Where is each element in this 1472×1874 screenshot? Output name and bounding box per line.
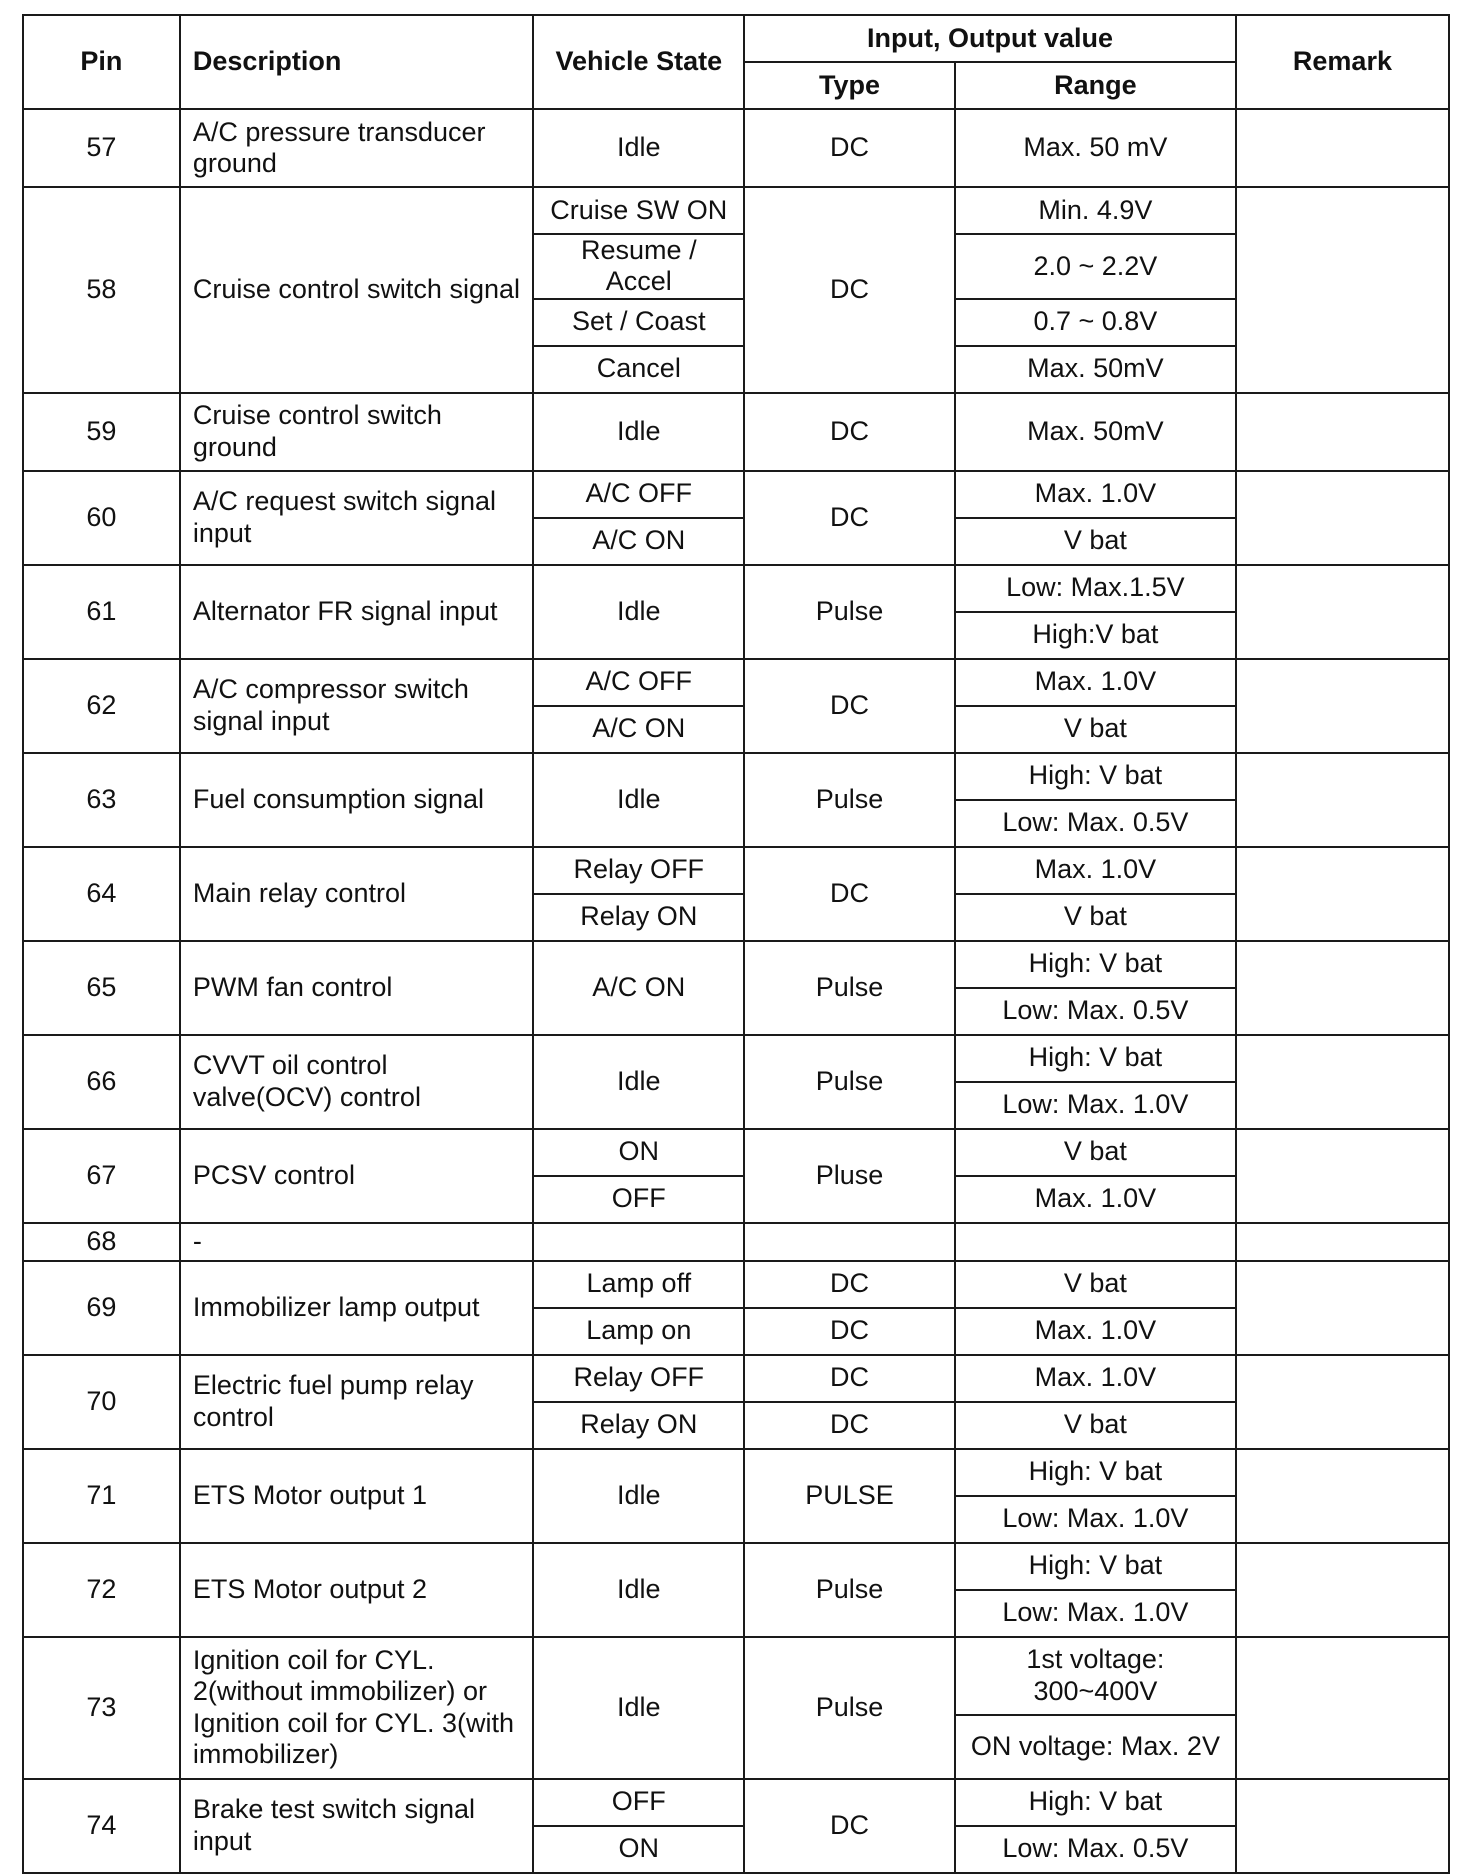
range-cell: Low: Max. 1.0V — [955, 1082, 1236, 1129]
description-cell: CVVT oil control valve(OCV) control — [180, 1035, 534, 1129]
remark-cell — [1236, 565, 1449, 659]
header-vehicle-state: Vehicle State — [533, 15, 744, 109]
pin-cell: 63 — [23, 753, 180, 847]
header-io-value: Input, Output value — [744, 15, 1236, 62]
vehicle-state-cell: A/C OFF — [533, 659, 744, 706]
range-cell: Max. 50 mV — [955, 109, 1236, 187]
remark-cell — [1236, 1449, 1449, 1543]
remark-cell — [1236, 1355, 1449, 1449]
vehicle-state-cell: Lamp off — [533, 1261, 744, 1308]
range-cell: 0.7 ~ 0.8V — [955, 299, 1236, 346]
table-row — [23, 847, 1449, 894]
pin-cell: 69 — [23, 1261, 180, 1355]
type-cell: Pulse — [744, 753, 955, 847]
description-cell: - — [180, 1223, 534, 1261]
vehicle-state-cell: Idle — [533, 393, 744, 471]
range-cell: Max. 1.0V — [955, 659, 1236, 706]
header-description: Description — [180, 15, 534, 109]
pin-cell: 62 — [23, 659, 180, 753]
pin-cell: 59 — [23, 393, 180, 471]
pin-table — [22, 14, 1450, 1874]
vehicle-state-cell: Resume / Accel — [533, 234, 744, 299]
header-type: Type — [744, 62, 955, 109]
table-row — [23, 1035, 1449, 1082]
range-cell: Low: Max.1.5V — [955, 565, 1236, 612]
vehicle-state-cell: ON — [533, 1129, 744, 1176]
header-pin: Pin — [23, 15, 180, 109]
range-cell: High: V bat — [955, 753, 1236, 800]
range-cell: Max. 1.0V — [955, 847, 1236, 894]
range-cell: High: V bat — [955, 1035, 1236, 1082]
pin-cell: 74 — [23, 1779, 180, 1873]
pin-cell: 73 — [23, 1637, 180, 1779]
remark-cell — [1236, 1261, 1449, 1355]
pin-cell: 65 — [23, 941, 180, 1035]
type-cell: DC — [744, 1355, 955, 1402]
vehicle-state-cell: Idle — [533, 109, 744, 187]
type-cell: DC — [744, 1261, 955, 1308]
remark-cell — [1236, 1779, 1449, 1873]
description-cell: PCSV control — [180, 1129, 534, 1223]
vehicle-state-cell: Cruise SW ON — [533, 187, 744, 234]
table-row — [23, 1261, 1449, 1308]
description-cell: Brake test switch signal input — [180, 1779, 534, 1873]
vehicle-state-cell — [533, 1223, 744, 1261]
vehicle-state-cell: Relay ON — [533, 894, 744, 941]
vehicle-state-cell: A/C ON — [533, 941, 744, 1035]
description-cell: Fuel consumption signal — [180, 753, 534, 847]
range-cell: Max. 1.0V — [955, 1308, 1236, 1355]
range-cell: V bat — [955, 1129, 1236, 1176]
remark-cell — [1236, 1543, 1449, 1637]
vehicle-state-cell: Idle — [533, 1449, 744, 1543]
range-cell: ON voltage: Max. 2V — [955, 1715, 1236, 1779]
range-cell: Min. 4.9V — [955, 187, 1236, 234]
table-row — [23, 753, 1449, 800]
description-cell: Cruise control switch signal — [180, 187, 534, 393]
table-row — [23, 187, 1449, 234]
remark-cell — [1236, 393, 1449, 471]
header-remark: Remark — [1236, 15, 1449, 109]
table-row — [23, 1355, 1449, 1402]
table-row — [23, 941, 1449, 988]
pin-cell: 66 — [23, 1035, 180, 1129]
range-cell: Low: Max. 0.5V — [955, 800, 1236, 847]
table-row — [23, 471, 1449, 518]
range-cell: High: V bat — [955, 1779, 1236, 1826]
remark-cell — [1236, 753, 1449, 847]
vehicle-state-cell: ON — [533, 1826, 744, 1873]
vehicle-state-cell: OFF — [533, 1176, 744, 1223]
remark-cell — [1236, 847, 1449, 941]
vehicle-state-cell: Idle — [533, 753, 744, 847]
remark-cell — [1236, 659, 1449, 753]
table-header — [23, 15, 1449, 109]
vehicle-state-cell: A/C ON — [533, 518, 744, 565]
pin-cell: 70 — [23, 1355, 180, 1449]
table-row — [23, 659, 1449, 706]
table-row — [23, 1637, 1449, 1715]
description-cell: A/C request switch signal input — [180, 471, 534, 565]
range-cell: Max. 50mV — [955, 346, 1236, 393]
range-cell: V bat — [955, 706, 1236, 753]
table-row — [23, 565, 1449, 612]
range-cell: Low: Max. 0.5V — [955, 988, 1236, 1035]
pin-cell: 72 — [23, 1543, 180, 1637]
range-cell: Low: Max. 1.0V — [955, 1496, 1236, 1543]
pin-cell: 60 — [23, 471, 180, 565]
table-row — [23, 1449, 1449, 1496]
range-cell: V bat — [955, 1402, 1236, 1449]
table-row — [23, 109, 1449, 187]
type-cell: Pluse — [744, 1129, 955, 1223]
description-cell: ETS Motor output 1 — [180, 1449, 534, 1543]
type-cell: DC — [744, 1779, 955, 1873]
table-row — [23, 1129, 1449, 1176]
vehicle-state-cell: Relay OFF — [533, 847, 744, 894]
type-cell: DC — [744, 1308, 955, 1355]
type-cell: Pulse — [744, 1543, 955, 1637]
header-range: Range — [955, 62, 1236, 109]
type-cell: Pulse — [744, 941, 955, 1035]
remark-cell — [1236, 1035, 1449, 1129]
pin-cell: 57 — [23, 109, 180, 187]
type-cell: DC — [744, 471, 955, 565]
range-cell: High: V bat — [955, 941, 1236, 988]
description-cell: Ignition coil for CYL. 2(without immobilizer) or Ignition coil for CYL. 3(with immobilizer) — [180, 1637, 534, 1779]
remark-cell — [1236, 109, 1449, 187]
vehicle-state-cell: Idle — [533, 1637, 744, 1779]
pin-cell: 68 — [23, 1223, 180, 1261]
pin-cell: 71 — [23, 1449, 180, 1543]
type-cell: DC — [744, 187, 955, 393]
vehicle-state-cell: OFF — [533, 1779, 744, 1826]
description-cell: Alternator FR signal input — [180, 565, 534, 659]
pin-cell: 64 — [23, 847, 180, 941]
remark-cell — [1236, 1637, 1449, 1779]
description-cell: A/C pressure transducer ground — [180, 109, 534, 187]
vehicle-state-cell: Cancel — [533, 346, 744, 393]
type-cell: DC — [744, 847, 955, 941]
pin-cell: 61 — [23, 565, 180, 659]
description-cell: PWM fan control — [180, 941, 534, 1035]
range-cell: V bat — [955, 518, 1236, 565]
range-cell: Max. 50mV — [955, 393, 1236, 471]
vehicle-state-cell: Idle — [533, 1035, 744, 1129]
type-cell: DC — [744, 109, 955, 187]
vehicle-state-cell: Idle — [533, 1543, 744, 1637]
range-cell: Low: Max. 0.5V — [955, 1826, 1236, 1873]
type-cell: Pulse — [744, 565, 955, 659]
range-cell — [955, 1223, 1236, 1261]
description-cell: Immobilizer lamp output — [180, 1261, 534, 1355]
range-cell: High: V bat — [955, 1543, 1236, 1590]
vehicle-state-cell: A/C ON — [533, 706, 744, 753]
range-cell: Max. 1.0V — [955, 471, 1236, 518]
remark-cell — [1236, 471, 1449, 565]
type-cell — [744, 1223, 955, 1261]
pin-cell: 58 — [23, 187, 180, 393]
table-row — [23, 1223, 1449, 1261]
range-cell: V bat — [955, 1261, 1236, 1308]
table-row — [23, 1543, 1449, 1590]
range-cell: Max. 1.0V — [955, 1355, 1236, 1402]
range-cell: 2.0 ~ 2.2V — [955, 234, 1236, 299]
table-row — [23, 1779, 1449, 1826]
range-cell: Max. 1.0V — [955, 1176, 1236, 1223]
remark-cell — [1236, 941, 1449, 1035]
remark-cell — [1236, 187, 1449, 393]
remark-cell — [1236, 1223, 1449, 1261]
vehicle-state-cell: Relay OFF — [533, 1355, 744, 1402]
vehicle-state-cell: Relay ON — [533, 1402, 744, 1449]
type-cell: DC — [744, 659, 955, 753]
table-row — [23, 393, 1449, 471]
vehicle-state-cell: Idle — [533, 565, 744, 659]
vehicle-state-cell: A/C OFF — [533, 471, 744, 518]
description-cell: Electric fuel pump relay control — [180, 1355, 534, 1449]
description-cell: ETS Motor output 2 — [180, 1543, 534, 1637]
table-body — [23, 109, 1449, 1873]
range-cell: High: V bat — [955, 1449, 1236, 1496]
type-cell: Pulse — [744, 1035, 955, 1129]
range-cell: Low: Max. 1.0V — [955, 1590, 1236, 1637]
type-cell: Pulse — [744, 1637, 955, 1779]
type-cell: PULSE — [744, 1449, 955, 1543]
vehicle-state-cell: Set / Coast — [533, 299, 744, 346]
remark-cell — [1236, 1129, 1449, 1223]
pin-cell: 67 — [23, 1129, 180, 1223]
range-cell: V bat — [955, 894, 1236, 941]
description-cell: Main relay control — [180, 847, 534, 941]
type-cell: DC — [744, 1402, 955, 1449]
range-cell: High:V bat — [955, 612, 1236, 659]
range-cell: 1st voltage: 300~400V — [955, 1637, 1236, 1715]
description-cell: A/C compressor switch signal input — [180, 659, 534, 753]
type-cell: DC — [744, 393, 955, 471]
description-cell: Cruise control switch ground — [180, 393, 534, 471]
vehicle-state-cell: Lamp on — [533, 1308, 744, 1355]
